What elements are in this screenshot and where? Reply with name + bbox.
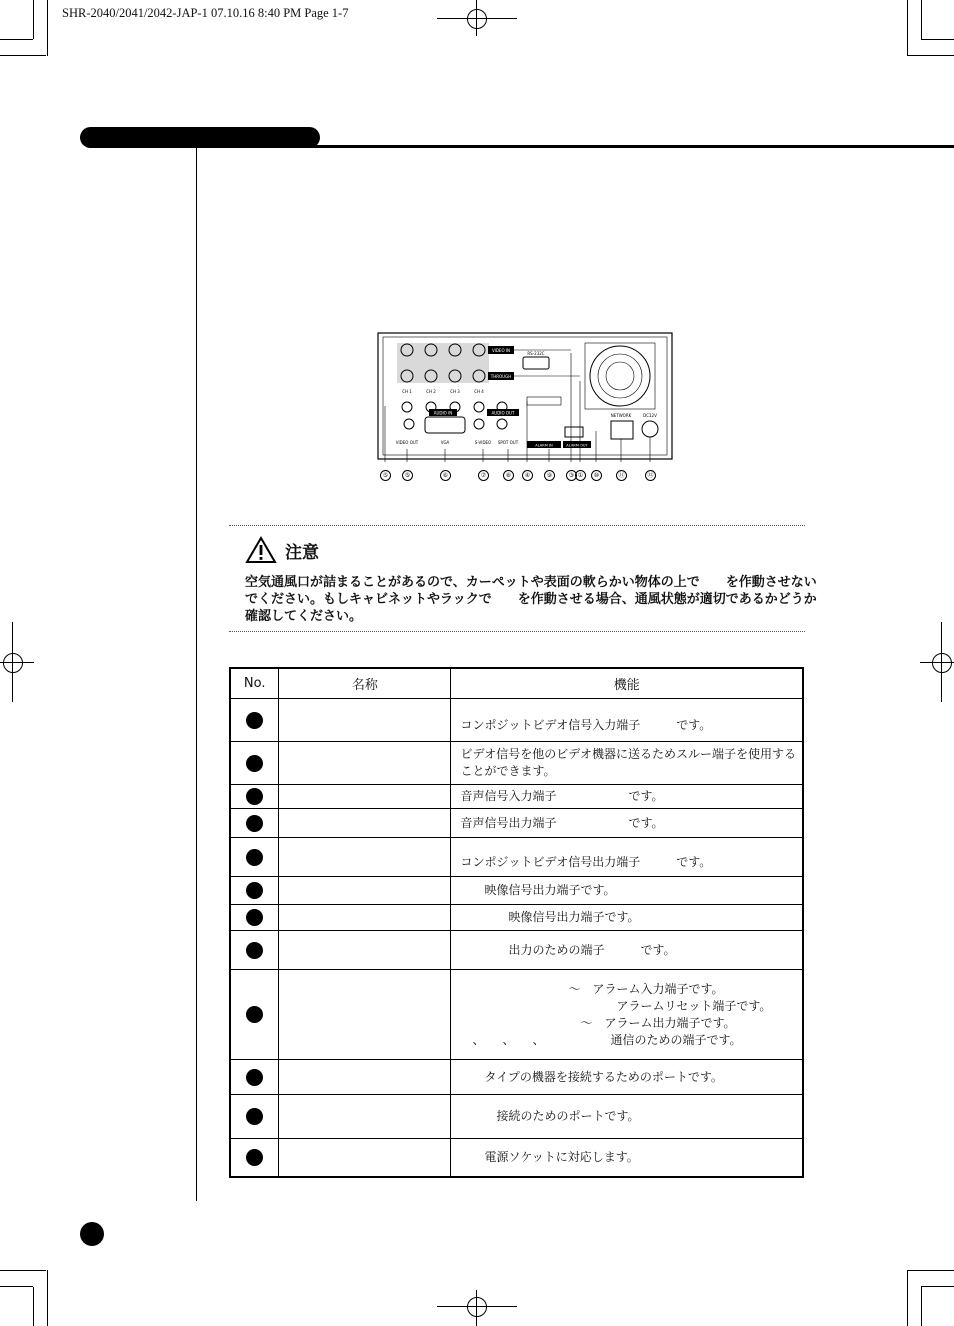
- crop-mark: [33, 1287, 34, 1326]
- table-row: [230, 1139, 803, 1177]
- label-rs232c: RS-232C: [527, 351, 545, 356]
- row-name-cell: [279, 742, 451, 785]
- label-ch1: CH 1: [402, 389, 412, 394]
- header-rule: [300, 145, 954, 148]
- crop-mark: [33, 0, 34, 39]
- table-row: [230, 785, 803, 809]
- table-row: [230, 838, 803, 877]
- callout-number: ④: [522, 470, 533, 481]
- row-name-cell: [279, 1095, 451, 1139]
- row-name-cell: [279, 1060, 451, 1095]
- row-function-cell: [451, 877, 803, 905]
- row-name-cell: [279, 970, 451, 1060]
- table-row: [230, 931, 803, 970]
- connector-table: [229, 667, 804, 1178]
- page-number-dot: [80, 1222, 104, 1246]
- crop-mark: [907, 0, 908, 56]
- function-text: 音声信号出力端子 です。: [460, 815, 664, 830]
- callout-number: ⑤: [380, 470, 391, 481]
- row-bullet-icon: [246, 1006, 263, 1023]
- crop-mark: [47, 0, 48, 56]
- section-header-bar: [80, 127, 320, 148]
- callout-number: ⑩: [591, 470, 602, 481]
- caution-line: でください。もしキャビネットやラックで を作動させる場合、通風状態が適切であるかどうか: [245, 592, 817, 607]
- function-text: 、 、 、 通信のための端子です。: [460, 1032, 742, 1047]
- row-function-cell: [451, 905, 803, 931]
- function-text: アラームリセット端子です。: [460, 998, 772, 1013]
- header-function: 機能: [451, 668, 803, 699]
- crop-mark: [0, 55, 46, 56]
- label-alarm-in: ALARM IN: [535, 443, 553, 448]
- row-number-cell: [230, 1139, 279, 1177]
- table-row: [230, 877, 803, 905]
- crop-mark: [921, 1287, 922, 1326]
- row-function-cell: [451, 970, 803, 1060]
- row-number-cell: [230, 1095, 279, 1139]
- row-name-cell: [279, 877, 451, 905]
- function-text: 電源ソケットに対応します。: [460, 1149, 639, 1164]
- caution-heading: [245, 536, 319, 564]
- crop-mark: [921, 0, 922, 39]
- registration-mark: [437, 18, 517, 19]
- row-number-cell: [230, 877, 279, 905]
- row-function-cell: [451, 809, 803, 838]
- row-number-cell: [230, 931, 279, 970]
- function-text: 接続のためのポートです。: [460, 1109, 640, 1123]
- function-text: タイプの機器を接続するためのポートです。: [460, 1069, 723, 1084]
- crop-mark: [908, 55, 954, 56]
- registration-mark: [941, 622, 942, 702]
- table-row: [230, 970, 803, 1060]
- crop-mark: [0, 1286, 33, 1287]
- row-name-cell: [279, 838, 451, 877]
- caution-line: 確認してください。: [245, 609, 363, 624]
- table-header-row: [230, 668, 803, 699]
- function-text: 映像信号出力端子です。: [460, 910, 640, 924]
- row-name-cell: [279, 931, 451, 970]
- row-function-cell: [451, 742, 803, 785]
- registration-mark: [0, 662, 34, 663]
- row-bullet-icon: [246, 1069, 263, 1086]
- print-header: SHR-2040/2041/2042-JAP-1 07.10.16 8:40 PM Page 1-7: [62, 6, 349, 20]
- label-dc12v: DC12V: [643, 413, 657, 418]
- row-bullet-icon: [246, 849, 263, 866]
- function-text: コンポジットビデオ信号出力端子 です。: [460, 854, 712, 869]
- function-text: ～ アラーム出力端子です。: [460, 1015, 736, 1030]
- caution-title: 注意: [285, 542, 319, 563]
- function-text: 音声信号入力端子 です。: [460, 789, 664, 803]
- function-text: コンポジットビデオ信号入力端子 です。: [460, 717, 712, 732]
- registration-mark: [3, 653, 23, 673]
- callout-number: ⑤: [402, 470, 413, 481]
- registration-mark: [476, 0, 477, 36]
- function-text: ビデオ信号を他のビデオ機器に送るためスルー端子を使用する: [460, 747, 796, 761]
- row-function-cell: [451, 838, 803, 877]
- function-text: 映像信号出力端子です。: [460, 883, 616, 897]
- callout-number: ⑫: [645, 470, 656, 481]
- crop-mark: [47, 1270, 48, 1326]
- row-number-cell: [230, 838, 279, 877]
- crop-mark: [921, 1286, 954, 1287]
- row-number-cell: [230, 809, 279, 838]
- row-function-cell: [451, 931, 803, 970]
- table-row: [230, 809, 803, 838]
- row-name-cell: [279, 809, 451, 838]
- registration-mark: [12, 622, 13, 702]
- row-name-cell: [279, 1139, 451, 1177]
- label-through: THROUGH: [490, 374, 512, 379]
- row-function-cell: [451, 1095, 803, 1139]
- callout-number: ①: [575, 470, 586, 481]
- caution-line: 空気通風口が詰まることがあるので、カーペットや表面の軟らかい物体の上で を作動させない: [245, 575, 817, 590]
- row-name-cell: [279, 785, 451, 809]
- crop-mark: [907, 1270, 908, 1326]
- crop-mark: [0, 39, 33, 40]
- label-audio-out: AUDIO OUT: [491, 410, 515, 416]
- row-bullet-icon: [246, 909, 263, 926]
- row-bullet-icon: [246, 1108, 263, 1125]
- registration-mark: [476, 1290, 477, 1326]
- label-alarm-out: ALARM OUT: [566, 443, 588, 448]
- table-row: [230, 742, 803, 785]
- label-vga: VGA: [440, 440, 450, 445]
- crop-mark: [908, 1270, 954, 1271]
- row-bullet-icon: [246, 882, 263, 899]
- callout-number: ⑥: [440, 470, 451, 481]
- row-bullet-icon: [246, 788, 263, 805]
- row-bullet-icon: [246, 815, 263, 832]
- row-name-cell: [279, 905, 451, 931]
- row-number-cell: [230, 1060, 279, 1095]
- row-function-cell: [451, 1060, 803, 1095]
- row-number-cell: [230, 905, 279, 931]
- warning-triangle-icon: [245, 536, 277, 564]
- function-text: ことができます。: [460, 764, 556, 778]
- callout-number: ⑦: [478, 470, 489, 481]
- table-row: [230, 1095, 803, 1139]
- header-no: No.: [230, 668, 279, 699]
- row-bullet-icon: [246, 755, 263, 772]
- table-row: [230, 699, 803, 742]
- row-function-cell: [451, 1139, 803, 1177]
- label-ch4: CH 4: [474, 389, 484, 394]
- crop-mark: [921, 39, 954, 40]
- row-bullet-icon: [246, 942, 263, 959]
- header-name: 名称: [279, 668, 451, 699]
- label-video-out: VIDEO OUT: [395, 440, 419, 445]
- label-ch3: CH 3: [450, 389, 460, 394]
- row-function-cell: [451, 785, 803, 809]
- rear-panel-illustration: [375, 331, 675, 462]
- callout-number: ⑧: [503, 470, 514, 481]
- margin-rule: [196, 148, 197, 1201]
- registration-mark: [467, 9, 487, 29]
- row-name-cell: [279, 699, 451, 742]
- caution-text: [245, 574, 817, 625]
- label-network: NETWORK: [610, 413, 632, 418]
- registration-mark: [467, 1297, 487, 1317]
- row-function-cell: [451, 699, 803, 742]
- registration-mark: [437, 1306, 517, 1307]
- label-video-in: VIDEO IN: [491, 348, 511, 353]
- label-spot-out: SPOT OUT: [497, 440, 519, 445]
- crop-mark: [0, 1270, 46, 1271]
- callout-number: ⑪: [616, 470, 627, 481]
- label-ch2: CH 2: [426, 389, 436, 394]
- function-text: 出力のための端子 です。: [460, 942, 676, 957]
- row-bullet-icon: [246, 1149, 263, 1166]
- label-svideo: S-VIDEO: [474, 440, 492, 445]
- registration-mark: [932, 653, 952, 673]
- row-number-cell: [230, 785, 279, 809]
- row-number-cell: [230, 742, 279, 785]
- caution-top-rule: [229, 525, 805, 526]
- table-row: [230, 905, 803, 931]
- function-text: ～ アラーム入力端子です。: [460, 981, 724, 996]
- caution-bottom-rule: [229, 631, 805, 632]
- label-audio-in: AUDIO IN: [433, 410, 453, 416]
- table-row: [230, 1060, 803, 1095]
- row-number-cell: [230, 699, 279, 742]
- callout-row: [375, 466, 675, 484]
- callout-number: ⑨: [544, 470, 555, 481]
- row-bullet-icon: [246, 712, 263, 729]
- row-number-cell: [230, 970, 279, 1060]
- registration-mark: [920, 662, 954, 663]
- callout-number: ③: [566, 470, 577, 481]
